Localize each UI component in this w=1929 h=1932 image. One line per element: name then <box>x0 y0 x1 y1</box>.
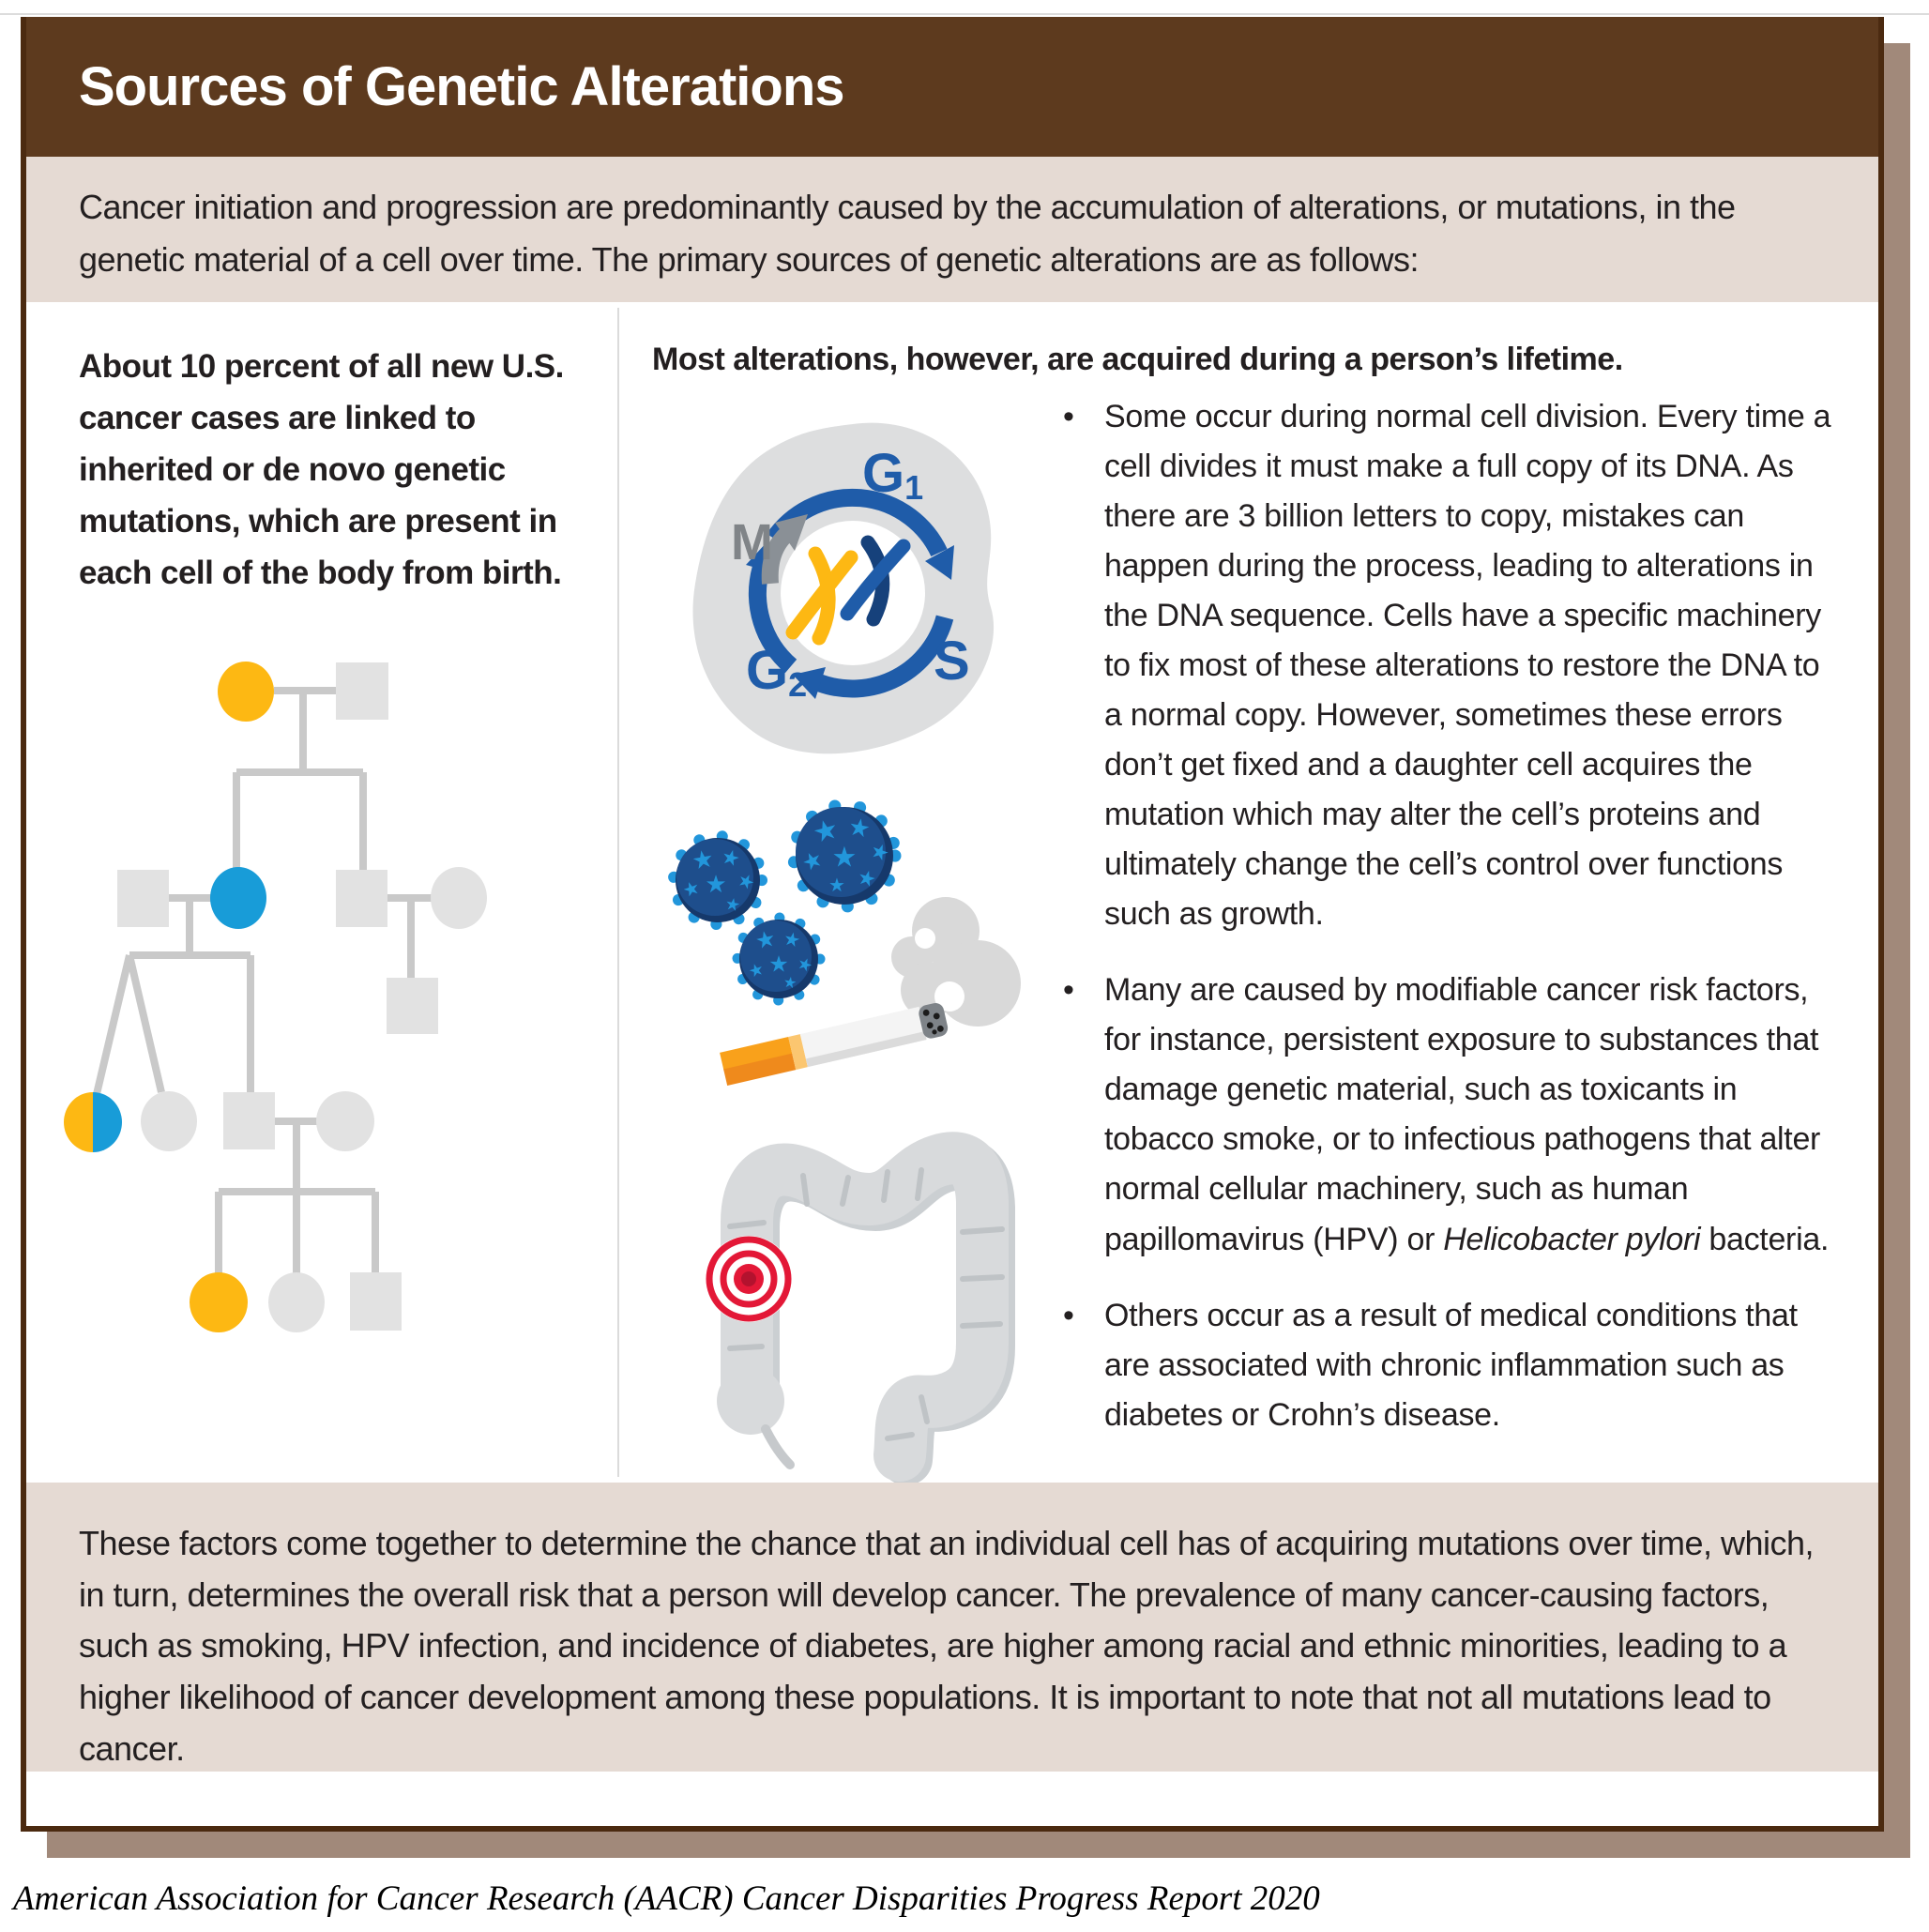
virus-icon <box>794 805 895 906</box>
svg-text:★: ★ <box>828 875 845 896</box>
svg-text:★: ★ <box>845 812 873 844</box>
unaffected-female-icon <box>316 1091 374 1151</box>
risk-factors-illustration <box>647 798 1032 1107</box>
intro-text: Cancer initiation and progression are predominantly caused by the accumulation of alterations, or mutations, in the genetic material of a cell over time. The primary sources of genetic alterations are as follows: <box>79 188 1736 279</box>
target-icon <box>706 1236 792 1322</box>
right-column-heading: Most alterations, however, are acquired during a person’s lifetime. <box>652 342 1623 377</box>
svg-text:★: ★ <box>752 925 779 955</box>
cell-cycle-diagram <box>678 413 1025 779</box>
appendix <box>766 1429 790 1465</box>
virus-icon <box>674 836 762 924</box>
svg-text:★: ★ <box>855 864 879 892</box>
svg-text:★: ★ <box>797 845 828 877</box>
unaffected-male-icon <box>117 870 169 927</box>
bullet-risk-factors <box>1063 966 1836 1264</box>
bullet-text: Some occur during normal cell division. Every time a cell divides it must make a full copy of its DNA. As there are 3 billion letters to copy, mistakes can happen during the process, leading to alterations in the DNA sequence. Cells have a specific machinery to fix most of these alterations to restore the DNA to a normal copy. However, sometimes these errors don’t get fixed and a daughter cell acquires the mutation which may alter the cell’s proteins and ultimately change the cell’s control over functions such as growth. <box>1104 399 1831 933</box>
pedigree-generation-4 <box>190 1272 402 1332</box>
svg-text:★: ★ <box>809 813 843 850</box>
cigarette-icon <box>720 1001 949 1086</box>
bullet-marker: • <box>1063 972 1074 1009</box>
page-title: Sources of Genetic Alterations <box>79 56 844 117</box>
half-affected-female-left <box>64 1092 93 1152</box>
svg-text:★: ★ <box>782 974 798 993</box>
unaffected-male-icon <box>336 870 387 927</box>
bullet-marker: • <box>1063 1297 1074 1333</box>
bullet-cell-division <box>1063 392 1836 939</box>
g2-phase-label: G2 <box>746 640 808 704</box>
carrier-female-icon <box>210 867 266 929</box>
affected-female-icon <box>190 1272 248 1332</box>
virus-icon <box>737 918 820 1000</box>
unaffected-female-icon <box>141 1091 197 1151</box>
svg-text:★: ★ <box>831 842 858 874</box>
svg-text:★: ★ <box>781 928 803 952</box>
unaffected-female-icon <box>431 867 487 929</box>
half-affected-female-right <box>93 1092 122 1152</box>
g1-phase-label: G1 <box>862 443 924 507</box>
s-phase-label: S <box>934 631 970 692</box>
infographic-card <box>21 17 1884 1832</box>
card-header <box>26 17 1878 157</box>
svg-text:★: ★ <box>768 951 789 978</box>
pedigree-generation-2 <box>117 867 487 1034</box>
summary-band <box>26 1483 1878 1772</box>
main-content <box>26 302 1878 1483</box>
svg-text:★: ★ <box>689 844 717 875</box>
unaffected-male-icon <box>350 1272 402 1331</box>
right-column-bullets <box>1063 392 1836 1467</box>
intro-band <box>26 157 1878 302</box>
svg-text:★: ★ <box>746 958 767 982</box>
colon-inflammation-illustration <box>676 1112 1027 1483</box>
svg-text:★: ★ <box>705 870 727 898</box>
cecum <box>717 1367 784 1435</box>
svg-text:★: ★ <box>719 844 743 872</box>
summary-text: These factors come together to determine the chance that an individual cell has of acquiring mutations over time, which, in turn, determines the overall risk that a person will develop cancer. The prevalence of many cancer-causing factors, such as smoking, HPV infection, and incidence of diabetes, are higher among racial and ethnic minorities, leading to a higher likelihood of cancer development among these populations. It is important to note that not all mutations lead to cancer. <box>79 1524 1815 1768</box>
smoke-icon <box>891 897 1021 1027</box>
pedigree-connector-lines <box>97 691 433 1276</box>
svg-text:★: ★ <box>734 869 758 895</box>
pedigree-generation-3 <box>64 1091 374 1152</box>
unaffected-female-icon <box>268 1272 325 1332</box>
pedigree-diagram <box>38 610 619 1342</box>
svg-text:★: ★ <box>794 952 816 977</box>
bullet-marker: • <box>1063 399 1074 434</box>
bullet-medical-conditions <box>1063 1291 1836 1440</box>
affected-female-icon <box>218 662 274 722</box>
svg-text:★: ★ <box>867 837 893 867</box>
left-column-heading: About 10 percent of all new U.S. cancer cases are linked to inherited or de novo genetic mutations, which are present in each cell of the body from birth. <box>79 348 564 591</box>
report-citation: American Association for Cancer Research (AACR) Cancer Disparities Progress Report 2020 <box>13 1879 1320 1918</box>
m-phase-label: M <box>731 514 773 570</box>
svg-text:★: ★ <box>723 893 742 916</box>
bullet-text: Others occur as a result of medical conditions that are associated with chronic inflammation such as diabetes or Crohn’s disease. <box>1104 1297 1798 1433</box>
unaffected-male-icon <box>387 978 438 1034</box>
unaffected-male-icon <box>223 1092 275 1149</box>
unaffected-male-icon <box>336 662 388 720</box>
page-top-rule <box>0 13 1929 15</box>
svg-text:★: ★ <box>679 876 704 903</box>
bullet-text: Many are caused by modifiable cancer risk factors, for instance, persistent exposure to substances that damage genetic material, such as toxicants in tobacco smoke, or to infectious pathogens that alter normal cellular machinery, such as human papillomavirus (HPV) or Helicobacter pylori bacteria. <box>1104 972 1830 1257</box>
